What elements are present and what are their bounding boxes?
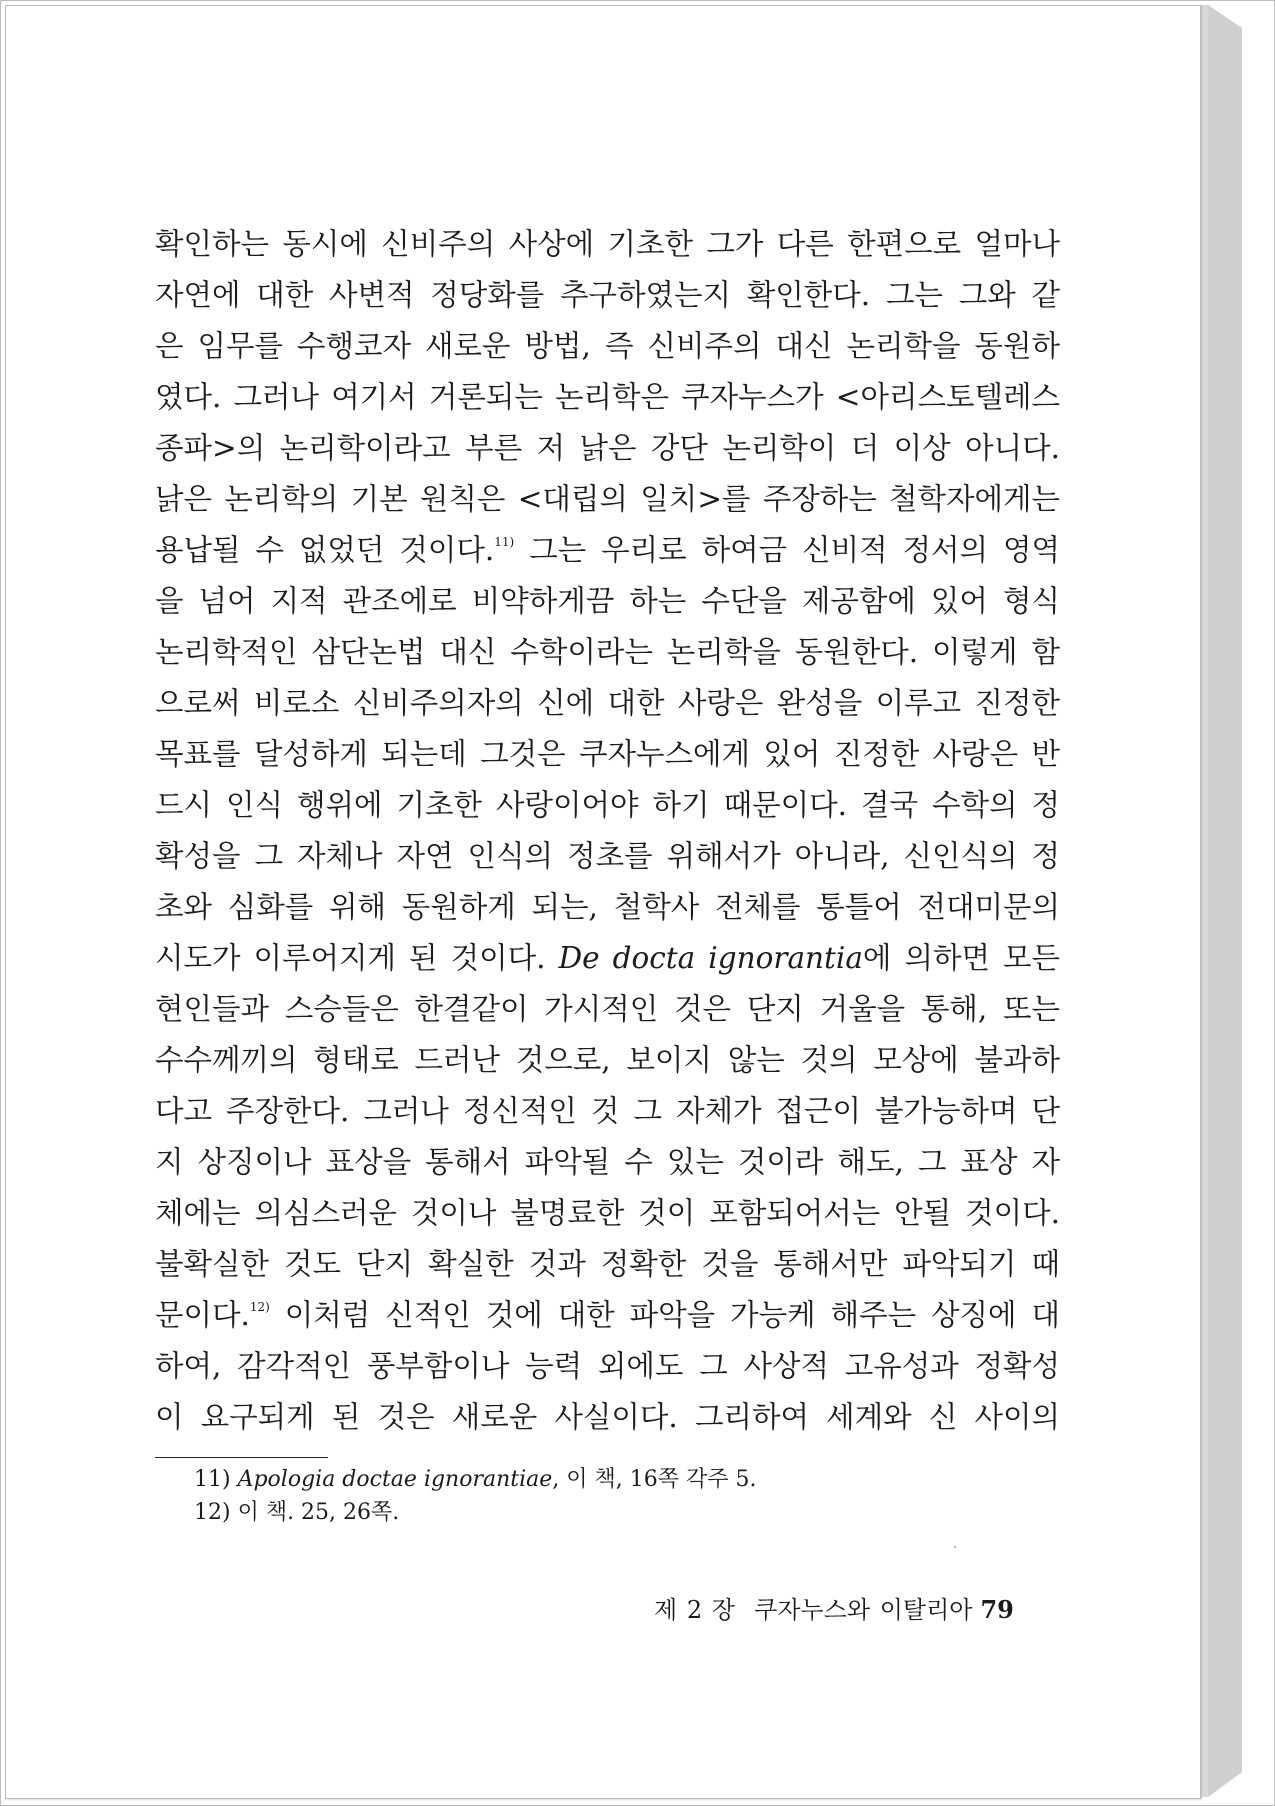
text-line: 지 상징이나 표상을 통해서 파악될 수 있는 것이라 해도, 그 표상 자: [155, 1145, 1060, 1179]
text-line: 체에는 의심스러운 것이나 불명료한 것이 포함되어서는 안될 것이다.: [155, 1196, 1060, 1230]
text-line: 을 넘어 지적 관조에로 비약하게끔 하는 수단을 제공함에 있어 형식: [155, 584, 1060, 618]
text-line: 초와 심화를 위해 동원하게 되는, 철학사 전체를 통틀어 전대미문의: [155, 890, 1060, 924]
text-line: 현인들과 스승들은 한결같이 가시적인 것은 단지 거울을 통해, 또는: [155, 992, 1060, 1026]
footnote-11: 11) Apologia doctae ignorantiae, 이 책, 16쪽 각주 5.: [194, 1467, 757, 1492]
footnote-ref-12: 12): [249, 1300, 270, 1314]
text-line: 으로써 비로소 신비주의자의 신에 대한 사랑은 완성을 이루고 진정한: [155, 686, 1060, 720]
chapter-label: 제 2 장: [654, 1596, 735, 1624]
text-line: 자연에 대한 사변적 정당화를 추구하였는지 확인한다. 그는 그와 같: [155, 278, 1060, 312]
text-line: 논리학적인 삼단논법 대신 수학이라는 논리학을 동원한다. 이렇게 함: [155, 635, 1060, 669]
text-line: 이 요구되게 된 것은 새로운 사실이다. 그리하여 세계와 신 사이의: [155, 1400, 1060, 1434]
text-line: 하여, 감각적인 풍부함이나 능력 외에도 그 사상적 고유성과 정확성: [155, 1349, 1060, 1383]
footnote-ref-11: 11): [494, 535, 515, 549]
chapter-title: 쿠자누스와 이탈리아: [754, 1596, 973, 1624]
text-line: 불확실한 것도 단지 확실한 것과 정확한 것을 통해서만 파악되기 때: [155, 1247, 1060, 1281]
text-line: 종파>의 논리학이라고 부른 저 낡은 강단 논리학이 더 이상 아니다.: [155, 431, 1060, 465]
running-footer: [654, 1590, 1014, 1625]
footnotes: [194, 1463, 756, 1529]
text-line: 용납될 수 없었던 것이다.$^{11)}$ 그는 우리로 하여금 신비적 정서의 영역: [155, 533, 1060, 567]
footnote-separator: [155, 1457, 328, 1458]
text-line: 였다. 그러나 여기서 거론되는 논리학은 쿠자누스가 <아리스토텔레스: [155, 380, 1060, 414]
text-line: 다고 주장한다. 그러나 정신적인 것 그 자체가 접근이 불가능하며 단: [155, 1094, 1060, 1128]
footnote-marker: 11): [194, 1467, 231, 1492]
footnote-italic-title: Apologia doctae ignorantiae: [237, 1467, 553, 1492]
text-line: 확인하는 동시에 신비주의 사상에 기초한 그가 다른 한편으로 얼마나: [155, 227, 1060, 261]
page-number: 79: [980, 1595, 1014, 1624]
text-line: 목표를 달성하게 되는데 그것은 쿠자누스에게 있어 진정한 사랑은 반: [155, 737, 1060, 771]
footnote-12: 12) 이 책. 25, 26쪽.: [194, 1500, 400, 1525]
italic-title: De docta ignorantia: [558, 941, 863, 975]
text-line: 시도가 이루어지게 된 것이다. De docta ignorantia에 의하면 모든: [155, 941, 1060, 975]
text-line: 수수께끼의 형태로 드러난 것으로, 보이지 않는 것의 모상에 불과하: [155, 1043, 1060, 1077]
text-line: 은 임무를 수행코자 새로운 방법, 즉 신비주의 대신 논리학을 동원하: [155, 329, 1060, 363]
text-line: 드시 인식 행위에 기초한 사랑이어야 하기 때문이다. 결국 수학의 정: [155, 788, 1060, 822]
footnote-marker: 12): [194, 1500, 231, 1525]
text-line: 낡은 논리학의 기본 원칙은 <대립의 일치>를 주장하는 철학자에게는: [155, 482, 1060, 516]
text-line: 확성을 그 자체나 자연 인식의 정초를 위해서가 아니라, 신인식의 정: [155, 839, 1060, 873]
scan-speck: [954, 1546, 956, 1548]
text-line: 문이다.$^{12)}$ 이처럼 신적인 것에 대한 파악을 가능케 해주는 상징에 대: [155, 1298, 1060, 1332]
body-text: [155, 219, 1060, 1443]
